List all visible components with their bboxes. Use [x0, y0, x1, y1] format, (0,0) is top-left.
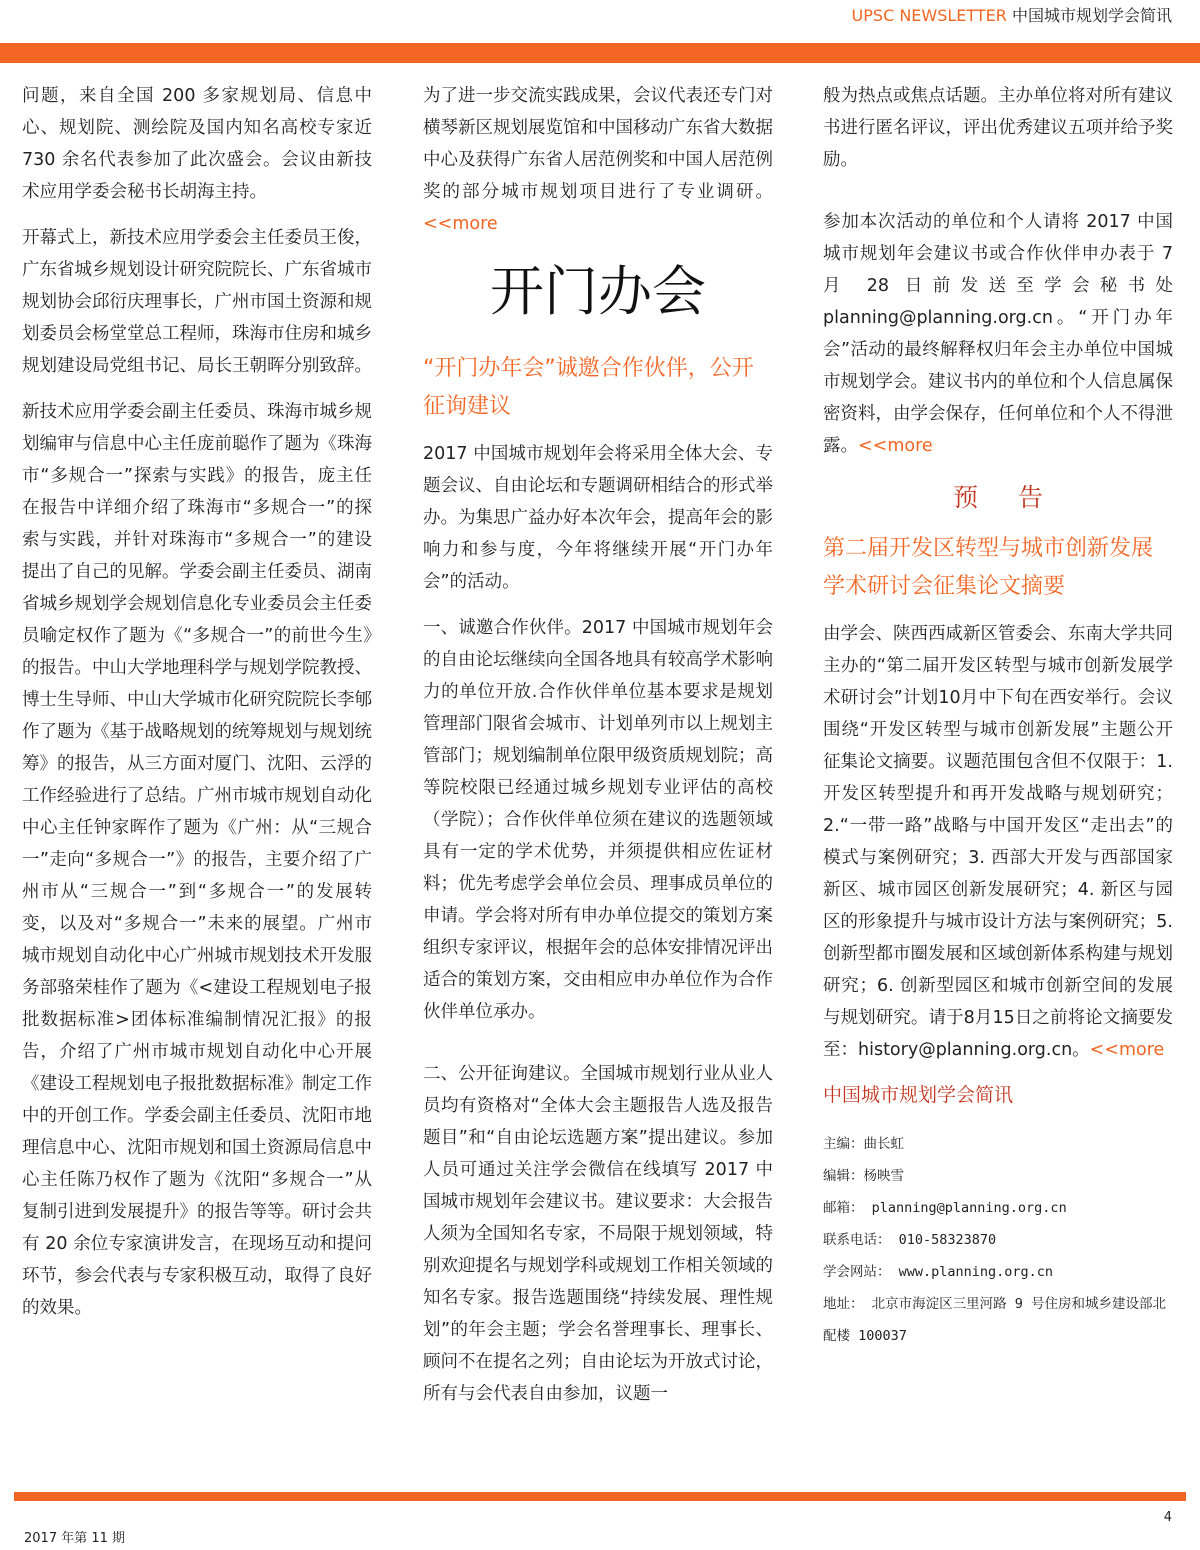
issue-label: 2017 年第 11 期 — [24, 1531, 126, 1546]
article-headline: “开门办年会”诚邀合作伙伴，公开征询建议 — [423, 356, 754, 419]
column-middle — [423, 80, 773, 1470]
website-contact: 学会网站： www.planning.org.cn — [823, 1264, 1054, 1280]
paragraph-text: 参加本次活动的单位和个人请将 2017 中国城市规划年会建议书或合作伙伴申办表于 7 月 28 日前发送至学会秘书处planning@planning.org.cn。“开门办年会”活动的最终解释权归年会主办单位中国城市规划学会。建议书内的单位和个人信息属保密资料，由学会保存，任何单位和个人不得泄露。 — [823, 212, 1173, 456]
footer-band — [14, 1492, 1186, 1501]
more-link[interactable]: <<more — [858, 436, 933, 456]
masthead-info — [823, 1128, 1173, 1352]
paragraph: 开幕式上，新技术应用学委会主任委员王俊，广东省城乡规划设计研究院院长、广东省城市规划协会邱衍庆理事长，广州市国土资源和规划委员会杨堂堂总工程师，珠海市住房和城乡规划建设局党组书记、局长王朝晖分别致辞。 — [22, 228, 372, 376]
editor-in-chief: 主编：曲长虹 — [823, 1136, 904, 1152]
address: 地址： 北京市海淀区三里河路 9 号住房和城乡建设部北配楼 100037 — [823, 1296, 1167, 1344]
paragraph: 般为热点或焦点话题。主办单位将对所有建议书进行匿名评议，评出优秀建议五项并给予奖励。 — [823, 86, 1173, 170]
paragraph — [823, 206, 1173, 462]
more-link[interactable]: <<more — [1089, 1040, 1165, 1060]
notice-heading: 预告 — [952, 483, 1083, 512]
paragraph: 2017 中国城市规划年会将采用全体大会、专题会议、自由论坛和专题调研相结合的形式举办。为集思广益办好本次年会，提高年会的影响力和参与度，今年将继续开展“开门办年会”的活动。 — [423, 444, 773, 592]
header-band — [0, 43, 1200, 63]
newsletter-name-cn: 中国城市规划学会简讯 — [1011, 6, 1172, 25]
paragraph-text: 为了进一步交流实践成果，会议代表还专门对横琴新区规划展览馆和中国移动广东省大数据中心及获得广东省人居范例奖和中国人居范例奖的部分城市规划项目进行了专业调研。 — [423, 86, 773, 202]
editor: 编辑：杨映雪 — [823, 1168, 904, 1184]
paragraph — [823, 618, 1173, 1066]
section-title: 开门办会 — [490, 260, 706, 323]
running-header — [852, 6, 1172, 26]
paragraph: 问题，来自全国 200 多家规划局、信息中心、规划院、测绘院及国内知名高校专家近 730 余名代表参加了此次盛会。会议由新技术应用学委会秘书长胡海主持。 — [22, 86, 372, 202]
more-link[interactable]: <<more — [423, 214, 498, 234]
phone-contact: 联系电话： 010-58323870 — [823, 1232, 997, 1248]
paragraph: 新技术应用学委会副主任委员、珠海市城乡规划编审与信息中心主任庞前聪作了题为《珠海市“多规合一”探索与实践》的报告，庞主任在报告中详细介绍了珠海市“多规合一”的探索与实践，并针对珠海市“多规合一”的建设提出了自己的见解。学委会副主任委员、湖南省城乡规划学会规划信息化专业委员会主任委员喻定权作了题为《“多规合一”的前世今生》的报告。中山大学地理科学与规划学院教授、博士生导师、中山大学城市化研究院院长李郇作了题为《基于战略规划的统筹规划与规划统筹》的报告，从三方面对厦门、沈阳、云浮的工作经验进行了总结。广州市城市规划自动化中心主任钟家晖作了题为《广州：从“三规合一”走向“多规合一”》的报告，主要介绍了广州市从“三规合一”到“多规合一”的发展转变，以及对“多规合一”未来的展望。广州市城市规划自动化中心广州城市规划技术开发服务部骆荣桂作了题为《<建设工程规划电子报批数据标准>团体标准编制情况汇报》的报告，介绍了广州市城市规划自动化中心开展《建设工程规划电子报批数据标准》制定工作中的开创工作。学委会副主任委员、沈阳市地理信息中心、沈阳市规划和国土资源局信息中心主任陈乃权作了题为《沈阳“多规合一”从复制引进到发展提升》的报告等等。研讨会共有 20 余位专家演讲发言，在现场互动和提问环节，参会代表与专家积极互动，取得了良好的效果。 — [22, 402, 372, 1318]
newsletter-name-en: UPSC NEWSLETTER — [851, 6, 1007, 25]
column-right — [823, 80, 1173, 1470]
paragraph: 二、公开征询建议。全国城市规划行业从业人员均有资格对“全体大会主题报告人选及报告题目”和“自由论坛选题方案”提出建议。参加人员可通过关注学会微信在线填写 2017 中国城市规划年会建议书。建议要求：大会报告人须为全国知名专家，不局限于规划领域，特别欢迎提名与规划学科或规划工作相关领域的知名专家。报告选题围绕“持续发展、理性规划”的年会主题；学会名誉理事长、理事长、顾问不在提名之列；自由论坛为开放式讨论，所有与会代表自由参加，议题一 — [423, 1064, 773, 1404]
column-left — [22, 80, 372, 1470]
paragraph — [423, 80, 773, 240]
paragraph-text: 由学会、陕西西咸新区管委会、东南大学共同主办的“第二届开发区转型与城市创新发展学术研讨会”计划10月中下旬在西安举行。会议围绕“开发区转型与城市创新发展”主题公开征集论文摘要。议题范围包含但不仅限于：1. 开发区转型提升和再开发战略与规划研究；2.“一带一路”战略与中国开发区“走出去”的模式与案例研究；3. 西部大开发与西部国家新区、城市园区创新发展研究；4. 新区与园区的形象提升与城市设计方法与案例研究；5. 创新型都市圈发展和区域创新体系构建与规划研究；6. 创新型园区和城市创新空间的发展与规划研究。请于8月15日之前将论文摘要发至：history@planning.org.cn。 — [823, 624, 1173, 1060]
page-number: 4 — [1163, 1510, 1172, 1525]
email-contact: 邮箱： planning@planning.org.cn — [823, 1200, 1067, 1216]
paragraph: 一、诚邀合作伙伴。2017 中国城市规划年会的自由论坛继续向全国各地具有较高学术影响力的单位开放.合作伙伴单位基本要求是规划管理部门限省会城市、计划单列市以上规划主管部门；规划编制单位限甲级资质规划院；高等院校限已经通过城乡规划专业评估的高校（学院）；合作伙伴单位须在建议的选题领域具有一定的学术优势，并须提供相应佐证材料；优先考虑学会单位会员、理事成员单位的申请。学会将对所有申办单位提交的策划方案组织专家评议，根据年会的总体安排情况评出适合的策划方案，交由相应申办单位作为合作伙伴单位承办。 — [423, 618, 773, 1022]
masthead-title: 中国城市规划学会简讯 — [823, 1084, 1014, 1106]
article-headline: 第二届开发区转型与城市创新发展学术研讨会征集论文摘要 — [823, 536, 1154, 599]
